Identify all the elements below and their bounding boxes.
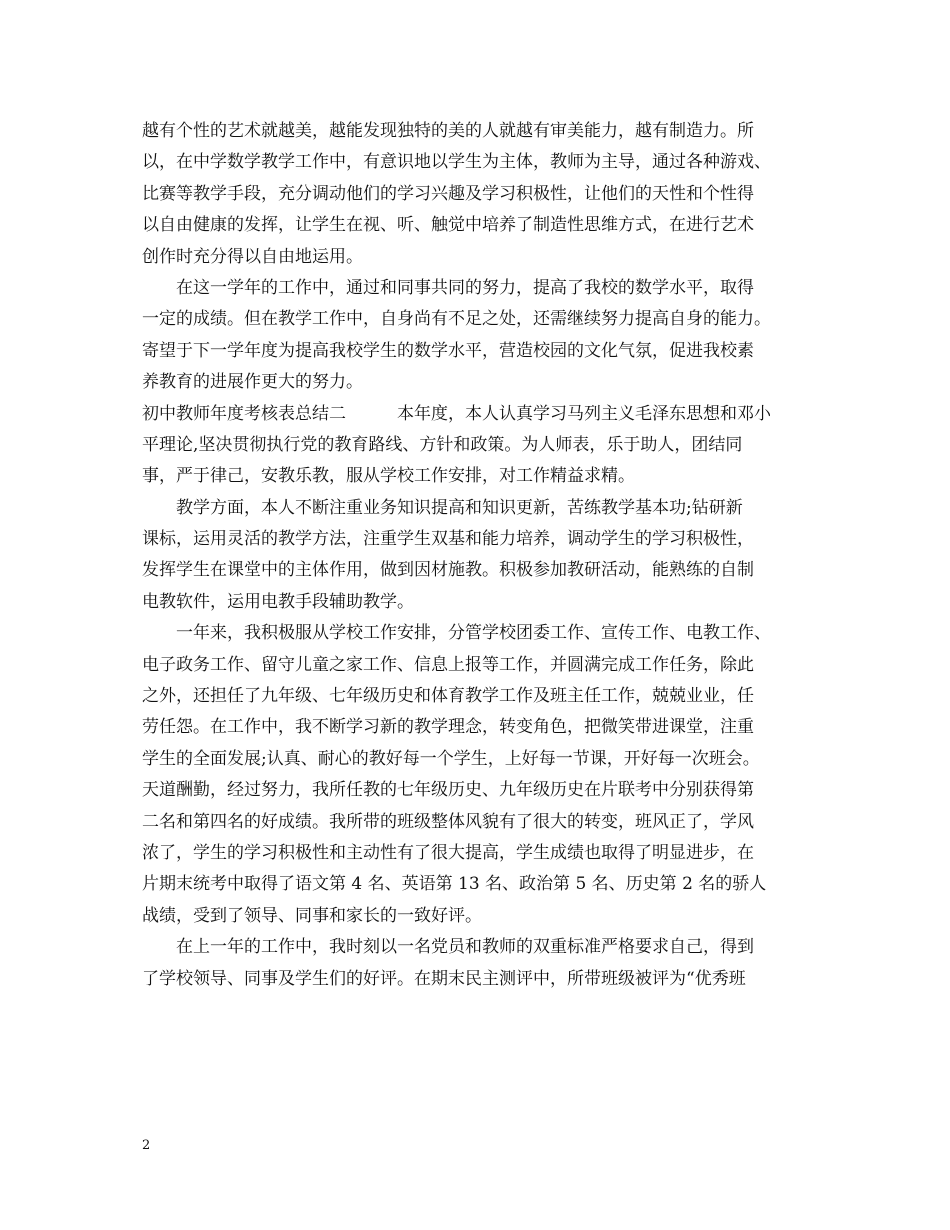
text-line: 养教育的进展作更大的努力。 <box>142 372 363 393</box>
text-line: 之外，还担任了九年级、七年级历史和体育教学工作及班主任工作，兢兢业业，任 <box>142 686 754 707</box>
text-line: 片期末统考中取得了语文第 4 名、英语第 13 名、政治第 5 名、历史第 2 名的骄人 <box>142 874 767 895</box>
text-line: 战绩，受到了领导、同事和家长的一致好评。 <box>142 905 482 926</box>
page-number: 2 <box>142 1138 151 1153</box>
text-line: 在这一学年的工作中，通过和同事共同的努力，提高了我校的数学水平，取得 <box>142 277 754 298</box>
text-line: 天道酬勤，经过努力，我所任教的七年级历史、九年级历史在片联考中分别获得第 <box>142 780 754 801</box>
text-line: 平理论,坚决贯彻执行党的教育路线、方针和政策。为人师表，乐于助人，团结同 <box>142 434 743 455</box>
text-line: 初中教师年度考核表总结二 本年度，本人认真学习马列主义毛泽东思想和邓小 <box>142 403 771 424</box>
text-line: 创作时充分得以自由地运用。 <box>142 246 363 267</box>
text-line: 发挥学生在课堂中的主体作用，做到因材施教。积极参加教研活动，能熟练的自制 <box>142 560 754 581</box>
text-line: 越有个性的艺术就越美，越能发现独特的美的人就越有审美能力，越有制造力。所 <box>142 121 754 141</box>
text-line: 以，在中学数学教学工作中，有意识地以学生为主体，教师为主导，通过各种游戏、 <box>142 152 771 173</box>
text-line: 比赛等教学手段，充分调动他们的学习兴趣及学习积极性，让他们的天性和个性得 <box>142 183 754 204</box>
text-line: 一定的成绩。但在教学工作中，自身尚有不足之处，还需继续努力提高自身的能力。 <box>142 309 771 330</box>
text-line: 劳任怨。在工作中，我不断学习新的教学理念，转变角色，把微笑带进课堂，注重 <box>142 717 754 738</box>
text-line: 浓了，学生的学习积极性和主动性有了很大提高，学生成绩也取得了明显进步，在 <box>142 842 754 863</box>
text-line: 课标，运用灵活的教学方法，注重学生双基和能力培养，调动学生的学习积极性， <box>142 529 754 550</box>
text-line: 二名和第四名的好成绩。我所带的班级整体风貌有了很大的转变，班风正了，学风 <box>142 811 754 832</box>
text-line: 了学校领导、同事及学生们的好评。在期末民主测评中，所带班级被评为“优秀班 <box>142 968 746 989</box>
text-line: 以自由健康的发挥，让学生在视、听、触觉中培养了制造性思维方式，在进行艺术 <box>142 215 754 236</box>
text-line: 电教软件，运用电教手段辅助教学。 <box>142 591 414 612</box>
text-line: 学生的全面发展;认真、耐心的教好每一个学生，上好每一节课，开好每一次班会。 <box>142 748 760 769</box>
text-line: 一年来，我积极服从学校工作安排，分管学校团委工作、宣传工作、电教工作、 <box>142 623 771 644</box>
text-line: 电子政务工作、留守儿童之家工作、信息上报等工作，并圆满完成工作任务，除此 <box>142 654 754 675</box>
text-line: 事，严于律己，安教乐教，服从学校工作安排，对工作精益求精。 <box>142 466 635 487</box>
text-line: 在上一年的工作中，我时刻以一名党员和教师的双重标准严格要求自己，得到 <box>142 937 754 958</box>
text-line: 教学方面，本人不断注重业务知识提高和知识更新，苦练教学基本功;钻研新 <box>142 497 743 518</box>
text-line: 寄望于下一学年度为提高我校学生的数学水平，营造校园的文化气氛，促进我校素 <box>142 340 754 361</box>
body-text <box>142 116 822 995</box>
